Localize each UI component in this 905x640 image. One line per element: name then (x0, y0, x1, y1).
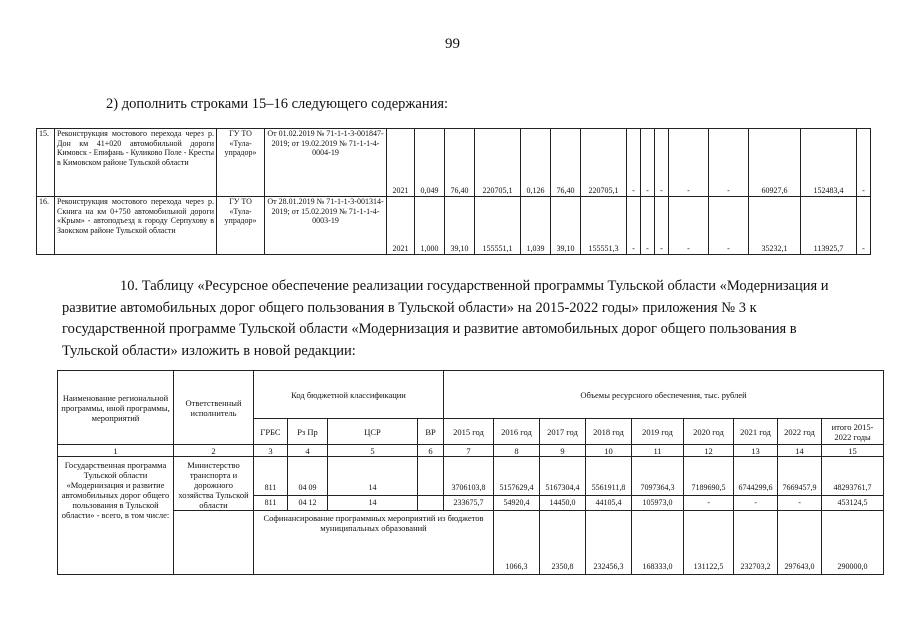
header-year: 2016 год (494, 419, 540, 445)
paragraph-line: государственной программе Тульской области «Модернизация и развитие автомобильных дорог общего пользования в (62, 321, 797, 337)
header-year: 2019 год (632, 419, 684, 445)
header-year: 2022 год (778, 419, 822, 445)
header-year: 2017 год (540, 419, 586, 445)
vr-value (418, 496, 444, 511)
cell-value: 168333,0 (632, 511, 684, 575)
header-rzpr: Рз Пр (288, 419, 328, 445)
cell-value: - (709, 197, 749, 255)
table-row (58, 457, 884, 496)
object-name: Реконструкция мостового перехода через р. Дон км 41+020 автомобильной дороги Кимовск - Епифань - Куликово Поле - Кресты в Кимовском районе Тульской области (55, 129, 217, 197)
cell-value: 232703,2 (734, 511, 778, 575)
cell-value: 233675,7 (444, 496, 494, 511)
header-year: 2018 год (586, 419, 632, 445)
cell-value: - (655, 129, 669, 197)
column-number: 1 (58, 445, 174, 457)
cell-value: 60927,6 (749, 129, 801, 197)
cell-value: - (734, 496, 778, 511)
executor: ГУ ТО «Тула-упрадор» (217, 129, 265, 197)
header-executor: Ответственный исполнитель (174, 371, 254, 445)
paragraph-10 (62, 276, 842, 362)
cell-value: 7097364,3 (632, 457, 684, 496)
header-resource-volume: Объемы ресурсного обеспечения, тыс. рублей (444, 371, 884, 419)
cell-value: 35232,1 (749, 197, 801, 255)
cell-value: 5167304,4 (540, 457, 586, 496)
cell-value: 1066,3 (494, 511, 540, 575)
cell-value: 232456,3 (586, 511, 632, 575)
cell-value: 131122,5 (684, 511, 734, 575)
cell-value: - (655, 197, 669, 255)
empty-cell (174, 511, 254, 575)
column-number: 12 (684, 445, 734, 457)
object-name: Реконструкция мостового перехода через р. Скнига на км 0+750 автомобильной дороги «Крым» - автоподъезд к городу Серпухову в Заокском районе Тульской области (55, 197, 217, 255)
rows-15-16-table (36, 128, 871, 255)
column-number: 14 (778, 445, 822, 457)
header-name: Наименование региональной программы, иной программы, мероприятий (58, 371, 174, 445)
cell-value: - (857, 129, 871, 197)
paragraph-line: развитие автомобильных дорог общего пользования в Тульской области» на 2015-2022 годы» приложения № 3 к (62, 299, 757, 316)
cell-value: 155551,3 (581, 197, 627, 255)
column-number: 5 (328, 445, 418, 457)
cell-value: 39,10 (445, 197, 475, 255)
cell-value: - (641, 197, 655, 255)
cell-value: - (627, 129, 641, 197)
page-number: 99 (445, 36, 460, 52)
column-number: 7 (444, 445, 494, 457)
column-number: 11 (632, 445, 684, 457)
cell-value: 113925,7 (801, 197, 857, 255)
paragraph-line: Тульской области» изложить в новой редакции: (62, 342, 356, 359)
cell-value: - (669, 197, 709, 255)
cell-value: 5561911,8 (586, 457, 632, 496)
cell-value: 297643,0 (778, 511, 822, 575)
grbs-value: 811 (254, 457, 288, 496)
column-number: 9 (540, 445, 586, 457)
program-name: Государственная программа Тульской области «Модернизация и развитие автомобильных дорог общего пользования в Тульской области» - всего, в том числе: (58, 457, 174, 575)
column-number: 15 (822, 445, 884, 457)
column-number: 13 (734, 445, 778, 457)
column-number: 10 (586, 445, 632, 457)
vr-value (418, 457, 444, 496)
grbs-value: 811 (254, 496, 288, 511)
cofinancing-label: Софинансирование программных мероприятий из бюджетов муниципальных образований (254, 511, 494, 575)
paragraph-line: 10. Таблицу «Ресурсное обеспечение реализации государственной программы Тульской области «Модернизация и (120, 278, 829, 294)
header-csr: ЦСР (328, 419, 418, 445)
cell-value: 220705,1 (475, 129, 521, 197)
cell-value: - (641, 129, 655, 197)
cell-value: - (709, 129, 749, 197)
header-grbs: ГРБС (254, 419, 288, 445)
cell-value: 0,126 (521, 129, 551, 197)
header-year: 2021 год (734, 419, 778, 445)
column-number: 2 (174, 445, 254, 457)
header-vr: ВР (418, 419, 444, 445)
cell-value: 152483,4 (801, 129, 857, 197)
cell-value: 1,000 (415, 197, 445, 255)
expertise-document: От 28.01.2019 № 71-1-1-3-001314-2019; от 15.02.2019 № 71-1-1-4-0003-19 (265, 197, 387, 255)
intro-line: 2) дополнить строками 15–16 следующего содержания: (106, 96, 449, 112)
table-row (37, 197, 871, 255)
row-number: 15. (37, 129, 55, 197)
cell-value: 39,10 (551, 197, 581, 255)
cell-value: 54920,4 (494, 496, 540, 511)
column-number: 6 (418, 445, 444, 457)
csr-value: 14 (328, 496, 418, 511)
header-budget-code: Код бюджетной классификации (254, 371, 444, 419)
cell-value: 2350,8 (540, 511, 586, 575)
rzpr-value: 04 09 (288, 457, 328, 496)
cell-value: - (778, 496, 822, 511)
cell-value: 105973,0 (632, 496, 684, 511)
cell-value: 76,40 (445, 129, 475, 197)
column-numbers-row (58, 445, 884, 457)
column-number: 8 (494, 445, 540, 457)
column-number: 3 (254, 445, 288, 457)
csr-value: 14 (328, 457, 418, 496)
cell-value: - (684, 496, 734, 511)
header-year: 2020 год (684, 419, 734, 445)
cell-value: 1,039 (521, 197, 551, 255)
table-row (58, 511, 884, 575)
cell-value: 7669457,9 (778, 457, 822, 496)
cell-value: 2021 (387, 197, 415, 255)
cell-value: 290000,0 (822, 511, 884, 575)
cell-value: - (857, 197, 871, 255)
cell-value: 5157629,4 (494, 457, 540, 496)
cell-value: - (669, 129, 709, 197)
header-total: итого 2015-2022 годы (822, 419, 884, 445)
cell-value: 0,049 (415, 129, 445, 197)
cell-value: 2021 (387, 129, 415, 197)
cell-value: 453124,5 (822, 496, 884, 511)
row-number: 16. (37, 197, 55, 255)
cell-value: 3706103,8 (444, 457, 494, 496)
cell-value: 44105,4 (586, 496, 632, 511)
cell-value: 7189690,5 (684, 457, 734, 496)
expertise-document: От 01.02.2019 № 71-1-1-3-001847-2019; от 19.02.2019 № 71-1-1-4-0004-19 (265, 129, 387, 197)
table-row (37, 129, 871, 197)
cell-value: 6744299,6 (734, 457, 778, 496)
program-executor: Министерство транспорта и дорожного хозяйства Тульской области (174, 457, 254, 511)
cell-value: - (627, 197, 641, 255)
rzpr-value: 04 12 (288, 496, 328, 511)
column-number: 4 (288, 445, 328, 457)
cell-value: 48293761,7 (822, 457, 884, 496)
resource-table (57, 370, 884, 575)
cell-value: 76,40 (551, 129, 581, 197)
cell-value: 220705,1 (581, 129, 627, 197)
cell-value: 155551,1 (475, 197, 521, 255)
header-year: 2015 год (444, 419, 494, 445)
executor: ГУ ТО «Тула-упрадор» (217, 197, 265, 255)
cell-value: 14450,0 (540, 496, 586, 511)
